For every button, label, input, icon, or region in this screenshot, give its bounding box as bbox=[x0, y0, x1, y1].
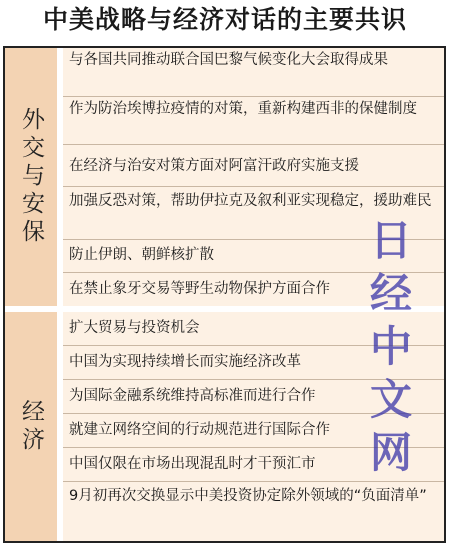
section-label-text: 经济 bbox=[18, 398, 44, 455]
consensus-table bbox=[3, 46, 446, 543]
watermark-char: 经 bbox=[369, 269, 412, 318]
list-item: 扩大贸易与投资机会 bbox=[63, 312, 444, 345]
list-item: 加强反恐对策，帮助伊拉克及叙利亚实现稳定，援助难民 bbox=[63, 186, 444, 239]
list-item: 中国为实现持续增长而实施经济改革 bbox=[63, 345, 444, 379]
section-label-text: 外交与安保 bbox=[18, 107, 44, 247]
list-item: 防止伊朗、朝鲜核扩散 bbox=[63, 239, 444, 272]
list-item: 中国仅限在市场出现混乱时才干预汇市 bbox=[63, 447, 444, 481]
list-item: 在经济与治安对策方面对阿富汗政府实施支援 bbox=[63, 144, 444, 186]
watermark-char: 文 bbox=[369, 375, 412, 424]
section-label-diplomacy-security bbox=[5, 48, 57, 306]
list-item: 为国际金融系统维持高标准而进行合作 bbox=[63, 379, 444, 413]
section-label-economy bbox=[5, 312, 57, 541]
list-item: 就建立网络空间的行动规范进行国际合作 bbox=[63, 413, 444, 447]
watermark-char: 中 bbox=[369, 322, 412, 371]
page-title: 中美战略与经济对话的主要共识 bbox=[42, 5, 407, 34]
watermark-char: 网 bbox=[369, 428, 412, 477]
section-economy bbox=[5, 312, 444, 541]
list-item: 作为防治埃博拉疫情的对策，重新构建西非的保健制度 bbox=[63, 96, 444, 144]
section-diplomacy-security bbox=[5, 48, 444, 306]
list-item: 9月初再次交换显示中美投资协定除外领域的“负面清单” bbox=[63, 481, 444, 541]
list-item: 在禁止象牙交易等野生动物保护方面合作 bbox=[63, 272, 444, 306]
watermark-char: 日 bbox=[369, 216, 412, 265]
list-item: 与各国共同推动联合国巴黎气候变化大会取得成果 bbox=[63, 48, 444, 96]
